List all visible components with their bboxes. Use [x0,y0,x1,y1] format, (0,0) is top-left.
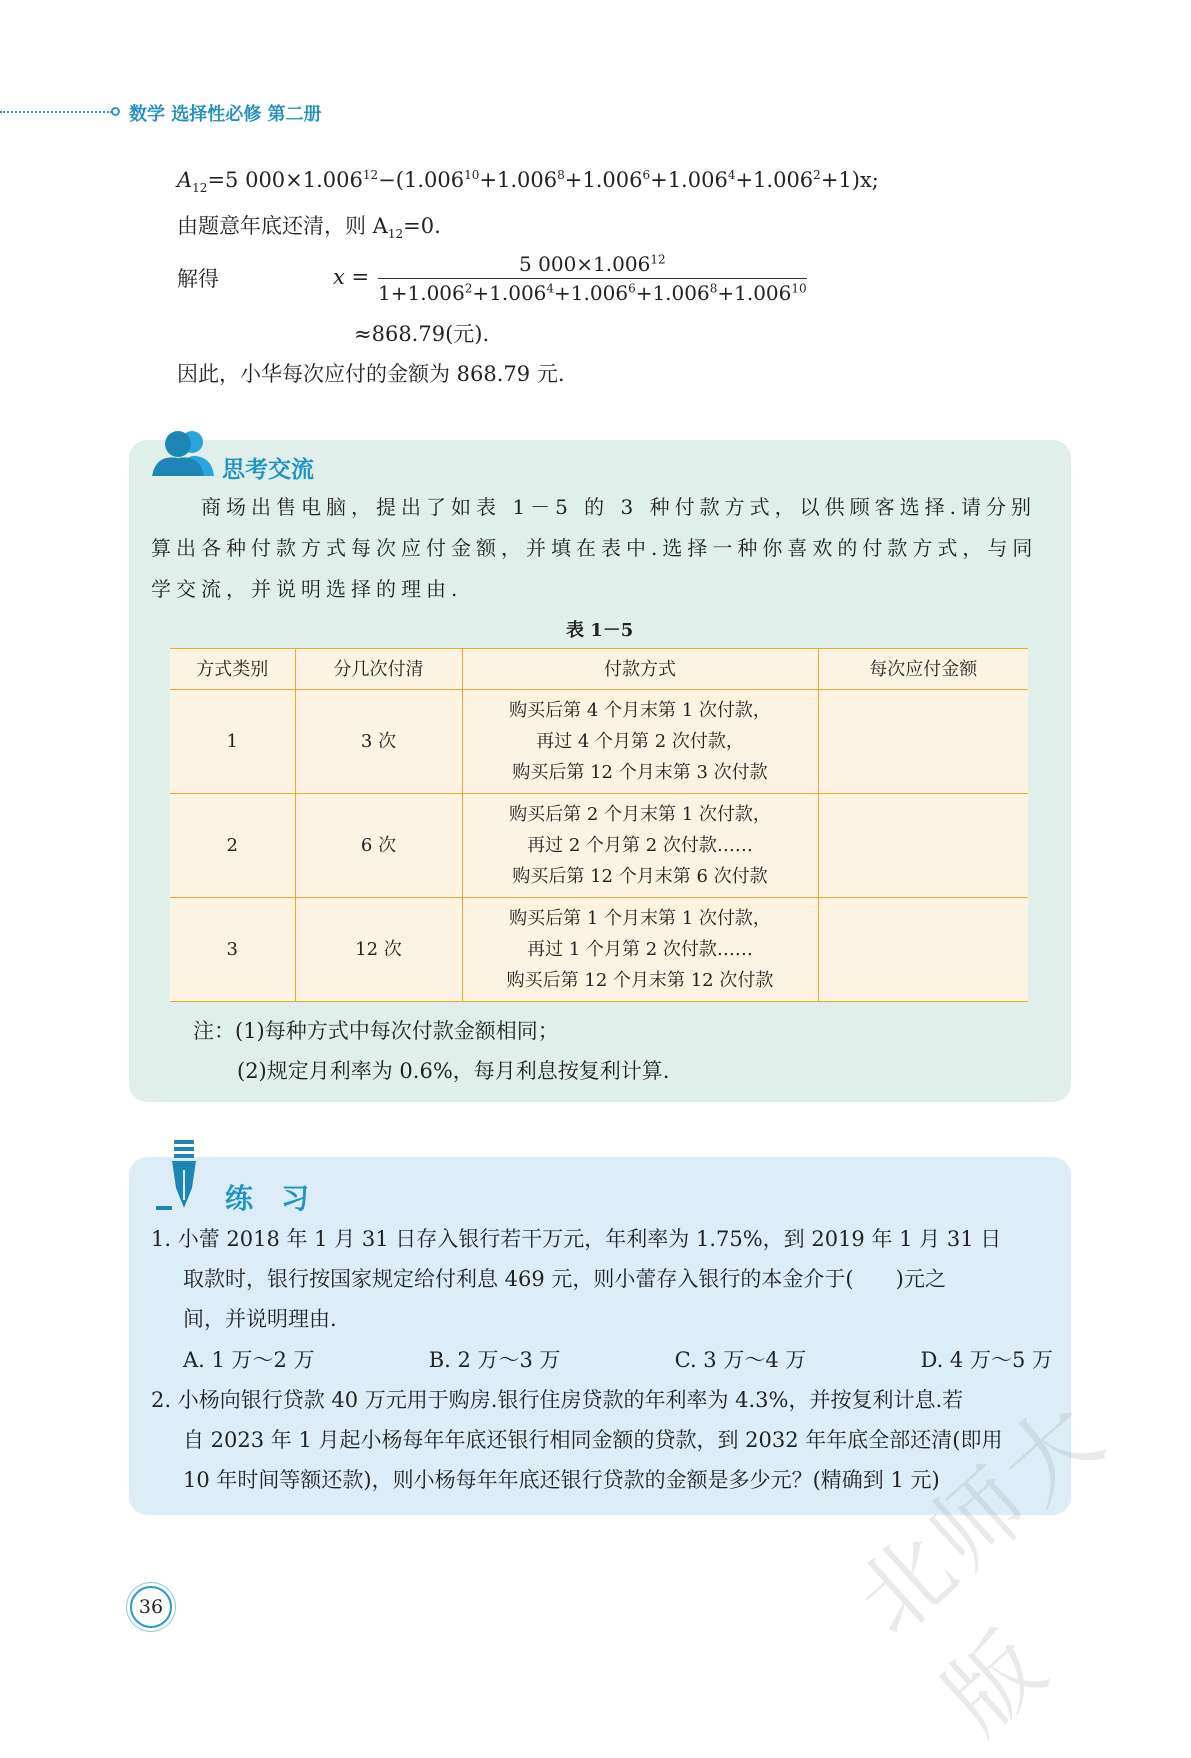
cell-type: 1 [170,690,295,794]
option-c[interactable]: C. 3 万～4 万 [674,1348,807,1372]
approx-result: ≈868.79(元). [354,322,490,346]
pen-icon [156,1140,212,1214]
note-1: 注：(1)每种方式中每次付款金额相同； [193,1019,559,1043]
cell-method: 购买后第 4 个月末第 1 次付款， 再过 4 个月第 2 次付款， 购买后第 12 个月末第 3 次付款 [462,690,818,794]
cell-type: 2 [170,794,295,898]
option-a[interactable]: A. 1 万～2 万 [183,1348,315,1372]
table-row [170,690,1028,794]
exercise-title: 练 习 [225,1182,310,1215]
table-caption: 表 1－5 [566,620,634,641]
running-header: 数学 选择性必修 第二册 [129,104,322,125]
denominator: $1+1.006^2+1.006^4+1.006^6+1.006^8+1.006^{10}$ [378,278,807,305]
header-times: 分几次付清 [295,649,462,690]
cell-method: 购买后第 1 个月末第 1 次付款， 再过 1 个月第 2 次付款…… 购买后第 12 个月末第 12 次付款 [462,898,818,1002]
think-paragraph: 商场出售电脑，提出了如表 1－5 的 3 种付款方式，以供顾客选择.请分别算出各种付款方式每次应付金额，并填在表中.选择一种你喜欢的付款方式，与同学交流，并说明选择的理由. [151,495,1038,601]
cell-times: 6 次 [295,794,462,898]
option-d[interactable]: D. 4 万～5 万 [920,1348,1053,1372]
conclusion: 因此，小华每次应付的金额为 868.79 元. [177,362,565,386]
option-b[interactable]: B. 2 万～3 万 [428,1348,561,1372]
fraction [378,252,807,305]
equation-a12: $A_{12}=5$ $000\times 1.006^{12}-(1.006^{10}+1.006^8+1.006^6+1.006^4+1.006^2+1)x$; [177,168,879,196]
header-amount: 每次应付金额 [818,649,1028,690]
numerator: 5 $000\times 1.006^{12}$ [519,252,666,276]
cell-times: 12 次 [295,898,462,1002]
watermark: 北师大版 [836,1379,1127,1754]
condition-line: 由题意年底还清，则 $A_{12}=0$. [177,214,441,242]
header-method: 付款方式 [462,649,818,690]
table-header-row [170,649,1028,690]
table-row [170,898,1028,1002]
page-number: 36 [130,1586,172,1628]
question-2: 2. 小杨向银行贷款 40 万元用于购房.银行住房贷款的年利率为 4.3%，并按复利计息.若 自 2023 年 1 月起小杨每年年底还银行相同金额的贷款，到 2032 年年底全部还清(即用 10 年时间等额还款)，则小杨每年年底还银行贷款的金额是多少元？(精确到 1 元) [151,1388,1003,1492]
payment-table [170,648,1028,1002]
cell-amount[interactable] [818,794,1028,898]
cell-amount[interactable] [818,898,1028,1002]
cell-method: 购买后第 2 个月末第 1 次付款， 再过 2 个月第 2 次付款…… 购买后第 12 个月末第 6 次付款 [462,794,818,898]
cell-times: 3 次 [295,690,462,794]
header-rule [0,111,112,113]
header-dot [111,107,120,116]
solve-label: 解得 [177,267,219,291]
header-type: 方式类别 [170,649,295,690]
cell-amount[interactable] [818,690,1028,794]
people-icon [150,428,216,478]
note-2: (2)规定月利率为 0.6%，每月利息按复利计算. [237,1059,670,1083]
question-1: 1. 小蕾 2018 年 1 月 31 日存入银行若干万元，年利率为 1.75%，到 2019 年 1 月 31 日 取款时，银行按国家规定给付利息 469 元，则小蕾存入银行的本金介于( )元之 间，并说明理由. [151,1227,1002,1331]
x-equals: x = [333,265,370,289]
think-title: 思考交流 [222,457,314,483]
table-row [170,794,1028,898]
cell-type: 3 [170,898,295,1002]
question-1-options [183,1340,1053,1380]
